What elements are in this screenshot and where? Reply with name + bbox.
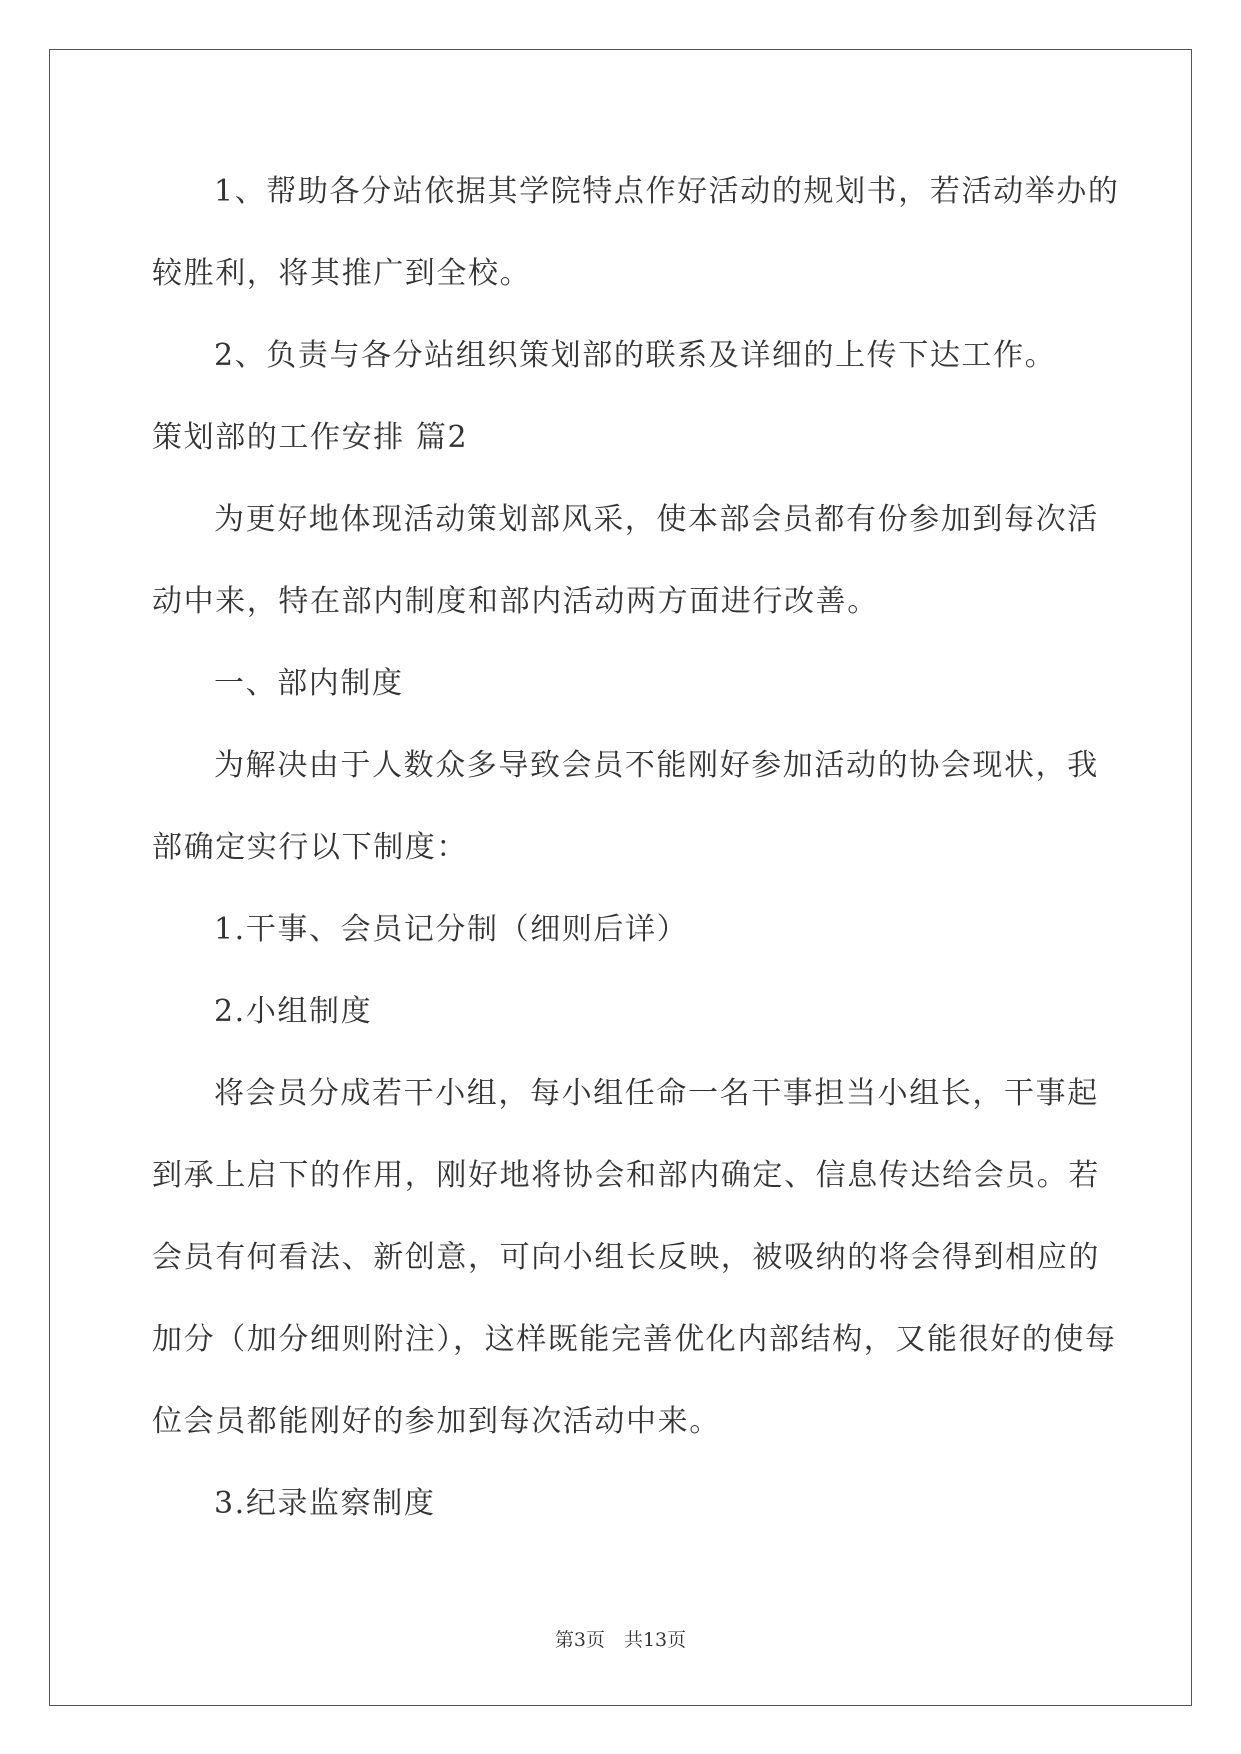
paragraph-line: 将会员分成若干小组，每小组任命一名干事担当小组长，干事起 — [214, 1076, 1099, 1111]
paragraph-line: 为解决由于人数众多导致会员不能刚好参加活动的协会现状，我 — [214, 748, 1099, 783]
list-item: 2.小组制度 — [214, 994, 373, 1029]
page-frame — [49, 49, 1192, 1706]
list-item: 1.干事、会员记分制（细则后详） — [214, 912, 689, 947]
subsection-heading: 一、部内制度 — [214, 666, 404, 701]
paragraph-line: 2、负责与各分站组织策划部的联系及详细的上传下达工作。 — [214, 338, 1057, 373]
paragraph-line: 会员有何看法、新创意，可向小组长反映，被吸纳的将会得到相应的 — [152, 1240, 1100, 1275]
paragraph-line: 1、帮助各分站依据其学院特点作好活动的规划书，若活动举办的 — [214, 174, 1120, 209]
paragraph-line: 位会员都能刚好的参加到每次活动中来。 — [152, 1404, 721, 1439]
paragraph-line: 加分（加分细则附注），这样既能完善优化内部结构，又能很好的使每 — [152, 1322, 1117, 1357]
page-number-footer: 第3页 共13页 — [554, 1629, 687, 1651]
paragraph-line: 到承上启下的作用，刚好地将协会和部内确定、信息传达给会员。若 — [152, 1158, 1100, 1193]
section-heading: 策划部的工作安排 篇2 — [152, 420, 469, 455]
paragraph-line: 动中来，特在部内制度和部内活动两方面进行改善。 — [152, 584, 879, 619]
paragraph-line: 较胜利，将其推广到全校。 — [152, 256, 532, 291]
paragraph-line: 部确定实行以下制度： — [152, 830, 468, 865]
paragraph-line: 为更好地体现活动策划部风采，使本部会员都有份参加到每次活 — [214, 502, 1099, 537]
list-item: 3.纪录监察制度 — [214, 1486, 436, 1521]
